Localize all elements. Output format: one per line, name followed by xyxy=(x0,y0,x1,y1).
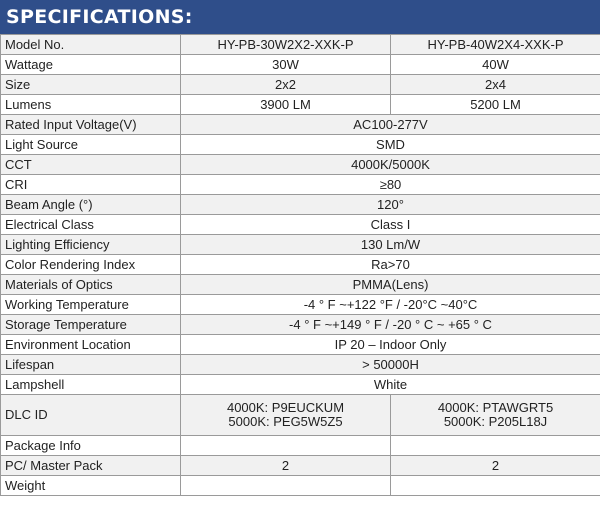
row-label: Lampshell xyxy=(1,375,181,395)
row-label: Color Rendering Index xyxy=(1,255,181,275)
row-label: Materials of Optics xyxy=(1,275,181,295)
cell-value xyxy=(391,476,600,496)
dlc-id-line: 4000K: PTAWGRT5 xyxy=(437,400,554,415)
row-label: CCT xyxy=(1,155,181,175)
dlc-id-line: 5000K: P205L18J xyxy=(443,414,548,429)
cell-value: White xyxy=(181,375,600,395)
table-row xyxy=(1,175,600,195)
table-row xyxy=(1,95,600,115)
cell-value: -4 ° F ~+122 °F / -20°C ~40°C xyxy=(181,295,600,315)
table-row xyxy=(1,75,600,95)
dlc-id-line: 4000K: P9EUCKUM xyxy=(226,400,345,415)
cell-value: PMMA(Lens) xyxy=(181,275,600,295)
cell-value xyxy=(391,436,600,456)
row-label: Beam Angle (°) xyxy=(1,195,181,215)
cell-value: IP 20 – Indoor Only xyxy=(181,335,600,355)
cell-value: HY-PB-30W2X2-XXK-P xyxy=(181,35,391,55)
row-label: Size xyxy=(1,75,181,95)
table-row xyxy=(1,375,600,395)
row-label: Rated Input Voltage(V) xyxy=(1,115,181,135)
row-label: Weight xyxy=(1,476,181,496)
cell-value: ≥80 xyxy=(181,175,600,195)
cell-value: SMD xyxy=(181,135,600,155)
spec-header xyxy=(0,0,600,34)
cell-value: 30W xyxy=(181,55,391,75)
cell-value: Ra>70 xyxy=(181,255,600,275)
row-label: CRI xyxy=(1,175,181,195)
table-row xyxy=(1,35,600,55)
cell-value xyxy=(181,436,391,456)
cell-value: 120° xyxy=(181,195,600,215)
cell-value: 2x2 xyxy=(181,75,391,95)
table-row xyxy=(1,315,600,335)
cell-value: Class I xyxy=(181,215,600,235)
row-label: Electrical Class xyxy=(1,215,181,235)
table-row xyxy=(1,215,600,235)
table-row xyxy=(1,335,600,355)
row-label: DLC ID xyxy=(1,395,181,436)
cell-value: 130 Lm/W xyxy=(181,235,600,255)
cell-value: 5200 LM xyxy=(391,95,600,115)
cell-value: 2x4 xyxy=(391,75,600,95)
cell-value: 2 xyxy=(391,456,600,476)
row-label: Storage Temperature xyxy=(1,315,181,335)
table-row xyxy=(1,476,600,496)
cell-value: AC100-277V xyxy=(181,115,600,135)
cell-value: 2 xyxy=(181,456,391,476)
table-row xyxy=(1,55,600,75)
row-label: Working Temperature xyxy=(1,295,181,315)
cell-value: HY-PB-40W2X4-XXK-P xyxy=(391,35,600,55)
cell-value: 3900 LM xyxy=(181,95,391,115)
row-label: Lighting Efficiency xyxy=(1,235,181,255)
row-label: Wattage xyxy=(1,55,181,75)
cell-value: -4 ° F ~+149 ° F / -20 ° C ~ +65 ° C xyxy=(181,315,600,335)
table-row xyxy=(1,355,600,375)
cell-value xyxy=(181,395,391,436)
spec-table xyxy=(0,34,600,496)
table-row xyxy=(1,295,600,315)
table-row xyxy=(1,456,600,476)
table-row xyxy=(1,436,600,456)
row-label: Model No. xyxy=(1,35,181,55)
table-row xyxy=(1,235,600,255)
cell-value: 40W xyxy=(391,55,600,75)
cell-value xyxy=(391,395,600,436)
row-label: Environment Location xyxy=(1,335,181,355)
table-row xyxy=(1,155,600,175)
table-row-dlc xyxy=(1,395,600,436)
cell-value xyxy=(181,476,391,496)
table-row xyxy=(1,115,600,135)
row-label: Light Source xyxy=(1,135,181,155)
cell-value: > 50000H xyxy=(181,355,600,375)
row-label: Lumens xyxy=(1,95,181,115)
row-label: Package Info xyxy=(1,436,181,456)
row-label: PC/ Master Pack xyxy=(1,456,181,476)
dlc-id-line: 5000K: PEG5W5Z5 xyxy=(228,414,343,429)
spec-title: SPECIFICATIONS: xyxy=(6,6,193,28)
table-row xyxy=(1,255,600,275)
table-row xyxy=(1,275,600,295)
cell-value: 4000K/5000K xyxy=(181,155,600,175)
table-row xyxy=(1,135,600,155)
row-label: Lifespan xyxy=(1,355,181,375)
table-row xyxy=(1,195,600,215)
